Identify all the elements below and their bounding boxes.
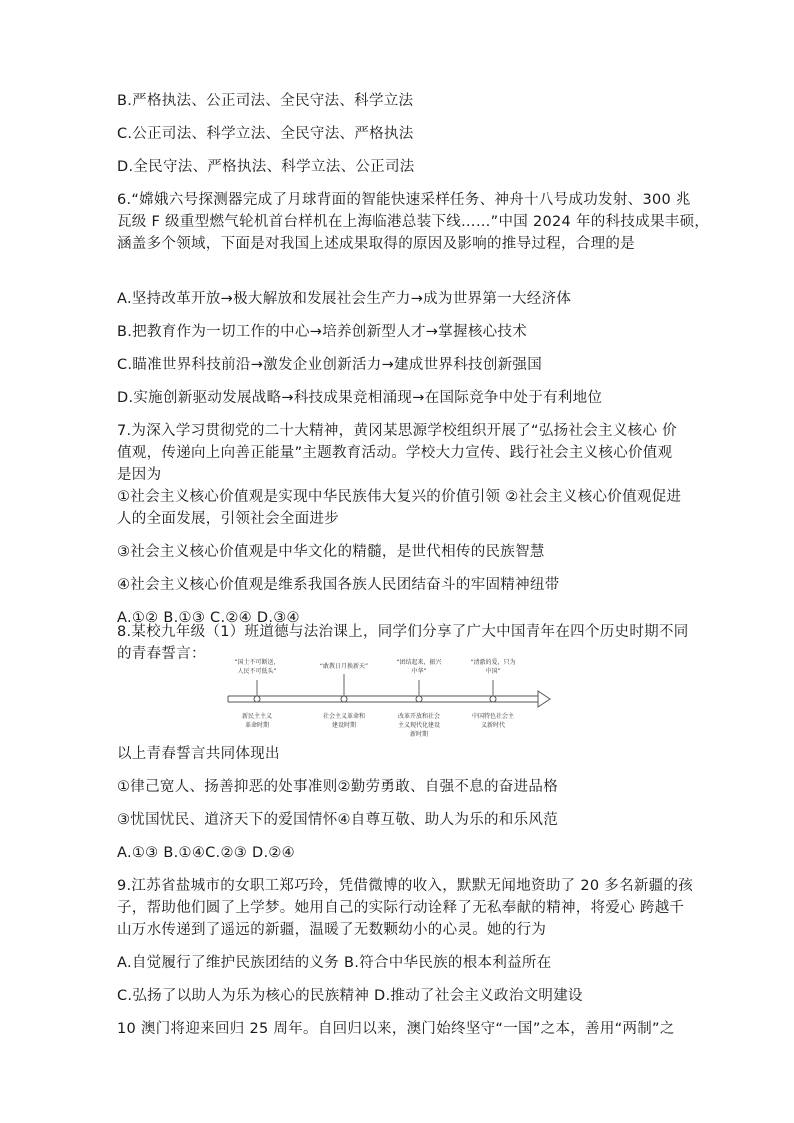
q8-stem-line-2: 的青春誓言： [117, 646, 206, 662]
timeline-figure [222, 652, 552, 744]
q10-stem-line-1: 10 澳门将迎来回归 25 周年。自回归以来，澳门始终坚守“一国”之本，善用“两制”之 [117, 1021, 675, 1037]
q6-option-d: D.实施创新驱动发展战略→科技成果竞相涌现→在国际竞争中处于有利地位 [117, 390, 603, 406]
q7-item-4: ④社会主义核心价值观是维系我国各族人民团结奋斗的牢固精神纽带 [117, 577, 560, 593]
q7-item-12-line-1: ①社会主义核心价值观是实现中华民族伟大复兴的价值引领 ②社会主义核心价值观促进 [117, 489, 682, 505]
youth-pledge-timeline [222, 652, 552, 744]
q7-choices: A.①② B.①③ C.②④ D.③④ [117, 610, 300, 626]
q9-stem-line-1: 9.江苏省盐城市的女职工郑巧玲，凭借微博的收入，默默无闻地资助了 20 多名新疆的孩 [117, 878, 694, 894]
q5-option-b: B.严格执法、公正司法、全民守法、科学立法 [117, 93, 414, 109]
timeline-period-4a: 中国特色社会主 [471, 713, 515, 720]
q7-item-3: ③社会主义核心价值观是中华文化的精髓，是世代相传的民族智慧 [117, 544, 545, 560]
timeline-event-1 [234, 658, 279, 729]
timeline-period-1a: 新民主主义 [241, 713, 273, 720]
q8-stem-line-1: 8.某校九年级（1）班道德与法治课上，同学们分享了广大中国青年在四个历史时期不同 [117, 624, 689, 640]
timeline-period-1b: 革命时期 [244, 722, 270, 729]
q6-stem-line-1: 6.“嫦娥六号探测器完成了月球背面的智能快速采样任务、神舟十八号成功发射、300 兆 [117, 192, 691, 208]
timeline-period-3a: 改革开放和社会 [397, 713, 441, 720]
q9-options-ab: A.自觉履行了维护民族团结的义务 B.符合中华民族的根本利益所在 [117, 955, 552, 971]
q9-stem-line-3: 山万水传递到了遥远的新疆，温暖了无数颗幼小的心灵。她的行为 [117, 922, 547, 938]
timeline-period-2b: 建设时期 [331, 722, 357, 729]
q9-stem-line-2: 子，帮助他们圆了上学梦。她用自己的实际行动诠释了无私奉献的精神，将爱心 跨越千 [117, 900, 685, 916]
timeline-period-4b: 义新时代 [480, 722, 506, 729]
timeline-period-2a: 社会主义革命和 [322, 713, 366, 720]
q6-stem-line-3: 涵盖多个领域，下面是对我国上述成果取得的原因及影响的推导过程，合理的是 [117, 236, 635, 252]
timeline-slogan-3b: 中华” [411, 668, 427, 675]
q5-option-c: C.公正司法、科学立法、全民守法、严格执法 [117, 126, 414, 142]
q7-stem-line-3: 是因为 [117, 467, 162, 483]
timeline-period-3b: 主义现代化建设 [397, 722, 441, 729]
timeline-node [416, 696, 422, 702]
timeline-event-3 [396, 658, 442, 738]
timeline-event-4 [470, 658, 515, 729]
q9-options-cd: C.弘扬了以助人为乐为核心的民族精神 D.推动了社会主义政治文明建设 [117, 988, 583, 1004]
q7-stem-line-2: 值观，传递向上向善正能量”主题教育活动。学校大力宣传、践行社会主义核心价值观 [117, 445, 673, 461]
q8-choices: A.①③ B.①④C.②③ D.②④ [117, 845, 295, 861]
timeline-period-3c: 新时期 [409, 731, 429, 738]
q8-item-12: ①律己宽人、扬善抑恶的处事准则②勤劳勇敢、自强不息的奋进品格 [117, 779, 558, 795]
q7-item-12-line-2: 人的全面发展，引领社会全面进步 [117, 511, 339, 527]
q7-stem-line-1: 7.为深入学习贯彻党的二十大精神，黄冈某思源学校组织开展了“弘扬社会主义核心 价 [117, 423, 677, 439]
timeline-slogan-4a: “清澈的爱，只为 [470, 659, 516, 666]
q6-option-a: A.坚持改革开放→极大解放和发展社会生产力→成为世界第一大经济体 [117, 291, 572, 307]
q6-option-b: B.把教育作为一切工作的中心→培养创新型人才→掌握核心技术 [117, 324, 528, 340]
timeline-slogan-2a: “敢教日月换新天” [319, 663, 369, 670]
timeline-node [254, 696, 260, 702]
q8-item-34: ③忧国忧民、道济天下的爱国情怀④自尊互敬、助人为乐的和乐风范 [117, 812, 558, 828]
q5-option-d: D.全民守法、严格执法、科学立法、公正司法 [117, 159, 415, 175]
timeline-slogan-1b: 人民不可低头” [237, 668, 277, 675]
timeline-slogan-1a: “国土不可断送， [234, 659, 280, 666]
timeline-slogan-4b: 中国” [485, 668, 501, 675]
timeline-node [490, 696, 496, 702]
timeline-node [341, 696, 347, 702]
timeline-arrow-head [538, 691, 550, 707]
q6-stem-line-2: 瓦级 F 级重型燃气轮机首台样机在上海临港总装下线……”中国 2024 年的科技成果丰硕， [117, 214, 710, 230]
q8-conclusion: 以上青春誓言共同体现出 [117, 746, 280, 762]
timeline-slogan-3a: “团结起来，振兴 [396, 659, 442, 666]
q6-option-c: C.瞄准世界科技前沿→激发企业创新活力→建成世界科技创新强国 [117, 357, 543, 373]
